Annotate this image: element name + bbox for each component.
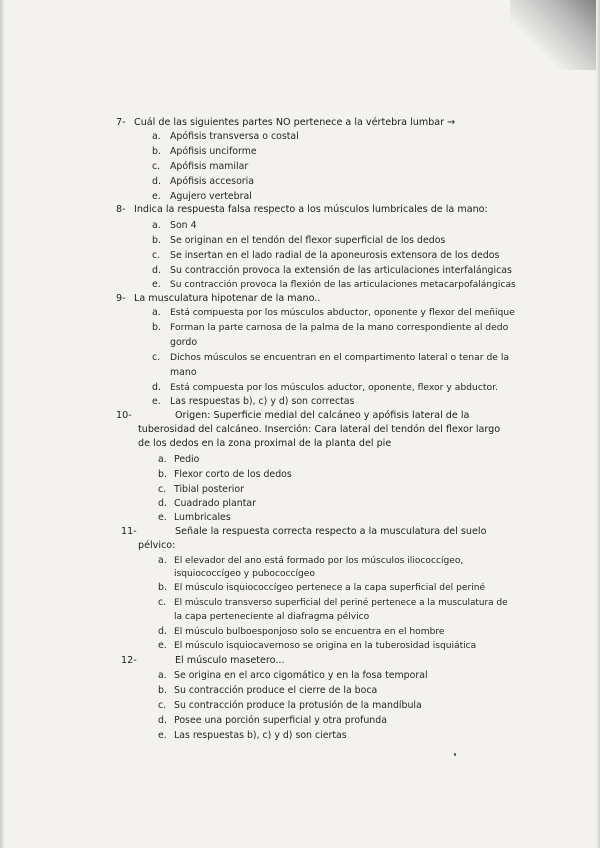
- q11-option-letter: b.: [158, 582, 167, 593]
- q10-option-d: Cuadrado plantar: [174, 498, 256, 509]
- q8-option-b: Se originan en el tendón del flexor superficial de los dedos: [170, 235, 446, 246]
- q7-option-letter: d.: [152, 176, 161, 187]
- q11-option-d: El músculo bulboesponjoso solo se encuentra en el hombre: [174, 627, 445, 637]
- q8-option-letter: e.: [152, 279, 161, 290]
- q9-option-c: Dichos músculos se encuentran en el compartimento lateral o tenar de la: [170, 352, 510, 363]
- q9-option-b-continuation: gordo: [170, 337, 198, 348]
- q8-option-d: Su contracción provoca la extensión de las articulaciones interfalángicas: [170, 265, 512, 276]
- question-10-text-line: tuberosidad del calcáneo. Inserción: Cara lateral del tendón del flexor largo: [138, 424, 501, 435]
- question-10-number: 10-: [116, 410, 132, 421]
- question-7-number: 7-: [116, 117, 126, 128]
- q9-option-letter: c.: [152, 352, 161, 363]
- q7-option-d: Apófisis accesoria: [170, 176, 255, 187]
- q8-option-letter: c.: [152, 250, 161, 261]
- q12-option-letter: b.: [158, 685, 167, 696]
- q9-option-letter: a.: [152, 307, 161, 318]
- question-8-text: Indica la respuesta falsa respecto a los músculos lumbricales de la mano:: [134, 204, 488, 215]
- scan-corner-shadow: [510, 0, 600, 70]
- q9-option-letter: b.: [152, 322, 161, 333]
- q8-option-letter: b.: [152, 235, 161, 246]
- q9-option-a: Está compuesta por los músculos abductor, oponente y flexor del meñique: [170, 307, 515, 318]
- q11-option-b: El músculo isquiococcígeo pertenece a la capa superficial del periné: [174, 583, 486, 593]
- question-11-text-line: Señale la respuesta correcta respecto a la musculatura del suelo: [175, 526, 487, 537]
- q9-option-e: Las respuestas b), c) y d) son correctas: [170, 396, 355, 407]
- q10-option-b: Flexor corto de los dedos: [174, 469, 292, 480]
- question-7-text: Cuál de las siguientes partes NO pertenece a la vértebra lumbar →: [134, 117, 456, 128]
- scan-right-edge: [596, 0, 600, 848]
- q8-option-e: Su contracción provoca la flexión de las articulaciones metacarpofalángicas: [170, 280, 516, 290]
- q7-option-letter: e.: [152, 191, 161, 202]
- q9-option-letter: d.: [152, 382, 161, 393]
- q12-option-d: Posee una porción superficial y otra profunda: [174, 715, 387, 726]
- q12-option-a: Se origina en el arco cigomático y en la fosa temporal: [174, 670, 428, 681]
- q11-option-c: El músculo transverso superficial del periné pertenece a la musculatura de: [174, 598, 508, 608]
- q8-option-letter: d.: [152, 265, 161, 276]
- q10-option-letter: e.: [158, 512, 167, 523]
- q8-option-letter: a.: [152, 220, 161, 231]
- q11-option-letter: d.: [158, 626, 167, 637]
- q11-option-e: El músculo isquiocavernoso se origina en la tuberosidad isquiática: [174, 641, 477, 651]
- q8-option-c: Se insertan en el lado radial de la aponeurosis extensora de los dedos: [170, 250, 500, 261]
- q12-option-letter: d.: [158, 715, 167, 726]
- question-11-text-line: pélvico:: [138, 540, 176, 551]
- question-11-number: 11-: [121, 526, 137, 537]
- q9-option-letter: e.: [152, 396, 161, 407]
- q7-option-e: Agujero vertebral: [170, 191, 252, 202]
- question-12-number: 12-: [121, 655, 137, 666]
- q9-option-b: Forman la parte carnosa de la palma de la mano correspondiente al dedo: [170, 322, 509, 333]
- q7-option-letter: c.: [152, 161, 161, 172]
- question-10-text-line: Origen: Superficie medial del calcáneo y apófisis lateral de la: [175, 410, 470, 421]
- q12-option-letter: c.: [158, 700, 167, 711]
- q10-option-letter: a.: [158, 454, 167, 465]
- q7-option-c: Apófisis mamilar: [170, 161, 249, 172]
- q9-option-c-continuation: mano: [170, 367, 197, 378]
- q8-option-a: Son 4: [170, 220, 197, 231]
- q11-option-a: El elevador del ano está formado por los músculos iliococcígeo,: [174, 556, 464, 566]
- q11-option-letter: c.: [158, 597, 167, 608]
- ink-mark: [454, 753, 456, 756]
- q9-option-d: Está compuesta por los músculos aductor, oponente, flexor y abductor.: [170, 382, 498, 393]
- question-9-text: La musculatura hipotenar de la mano..: [134, 293, 321, 304]
- q12-option-c: Su contracción produce la protusión de la mandíbula: [174, 700, 422, 711]
- q12-option-b: Su contracción produce el cierre de la boca: [174, 685, 378, 696]
- q10-option-a: Pedio: [174, 454, 200, 465]
- q12-option-letter: a.: [158, 670, 167, 681]
- q12-option-letter: e.: [158, 730, 167, 741]
- q11-option-c-continuation: la capa perteneciente al diafragma pélvico: [174, 612, 370, 622]
- q12-option-e: Las respuestas b), c) y d) son ciertas: [174, 730, 347, 741]
- q11-option-letter: a.: [158, 555, 167, 566]
- question-10-text-line: de los dedos en la zona proximal de la planta del pie: [138, 438, 392, 449]
- q10-option-letter: d.: [158, 498, 167, 509]
- q10-option-letter: b.: [158, 469, 167, 480]
- q10-option-c: Tibial posterior: [174, 484, 244, 495]
- q10-option-letter: c.: [158, 484, 167, 495]
- scan-left-edge: [0, 0, 5, 848]
- q10-option-e: Lumbricales: [174, 512, 231, 523]
- q7-option-letter: b.: [152, 146, 161, 157]
- question-9-number: 9-: [116, 293, 126, 304]
- q7-option-a: Apófisis transversa o costal: [170, 131, 299, 142]
- q11-option-a-continuation: isquiococcígeo y pubococcígeo: [174, 569, 315, 579]
- question-12-text: El músculo masetero...: [175, 655, 285, 666]
- q7-option-b: Apófisis unciforme: [170, 146, 257, 157]
- q11-option-letter: e.: [158, 640, 167, 651]
- q7-option-letter: a.: [152, 131, 161, 142]
- question-8-number: 8-: [116, 204, 126, 215]
